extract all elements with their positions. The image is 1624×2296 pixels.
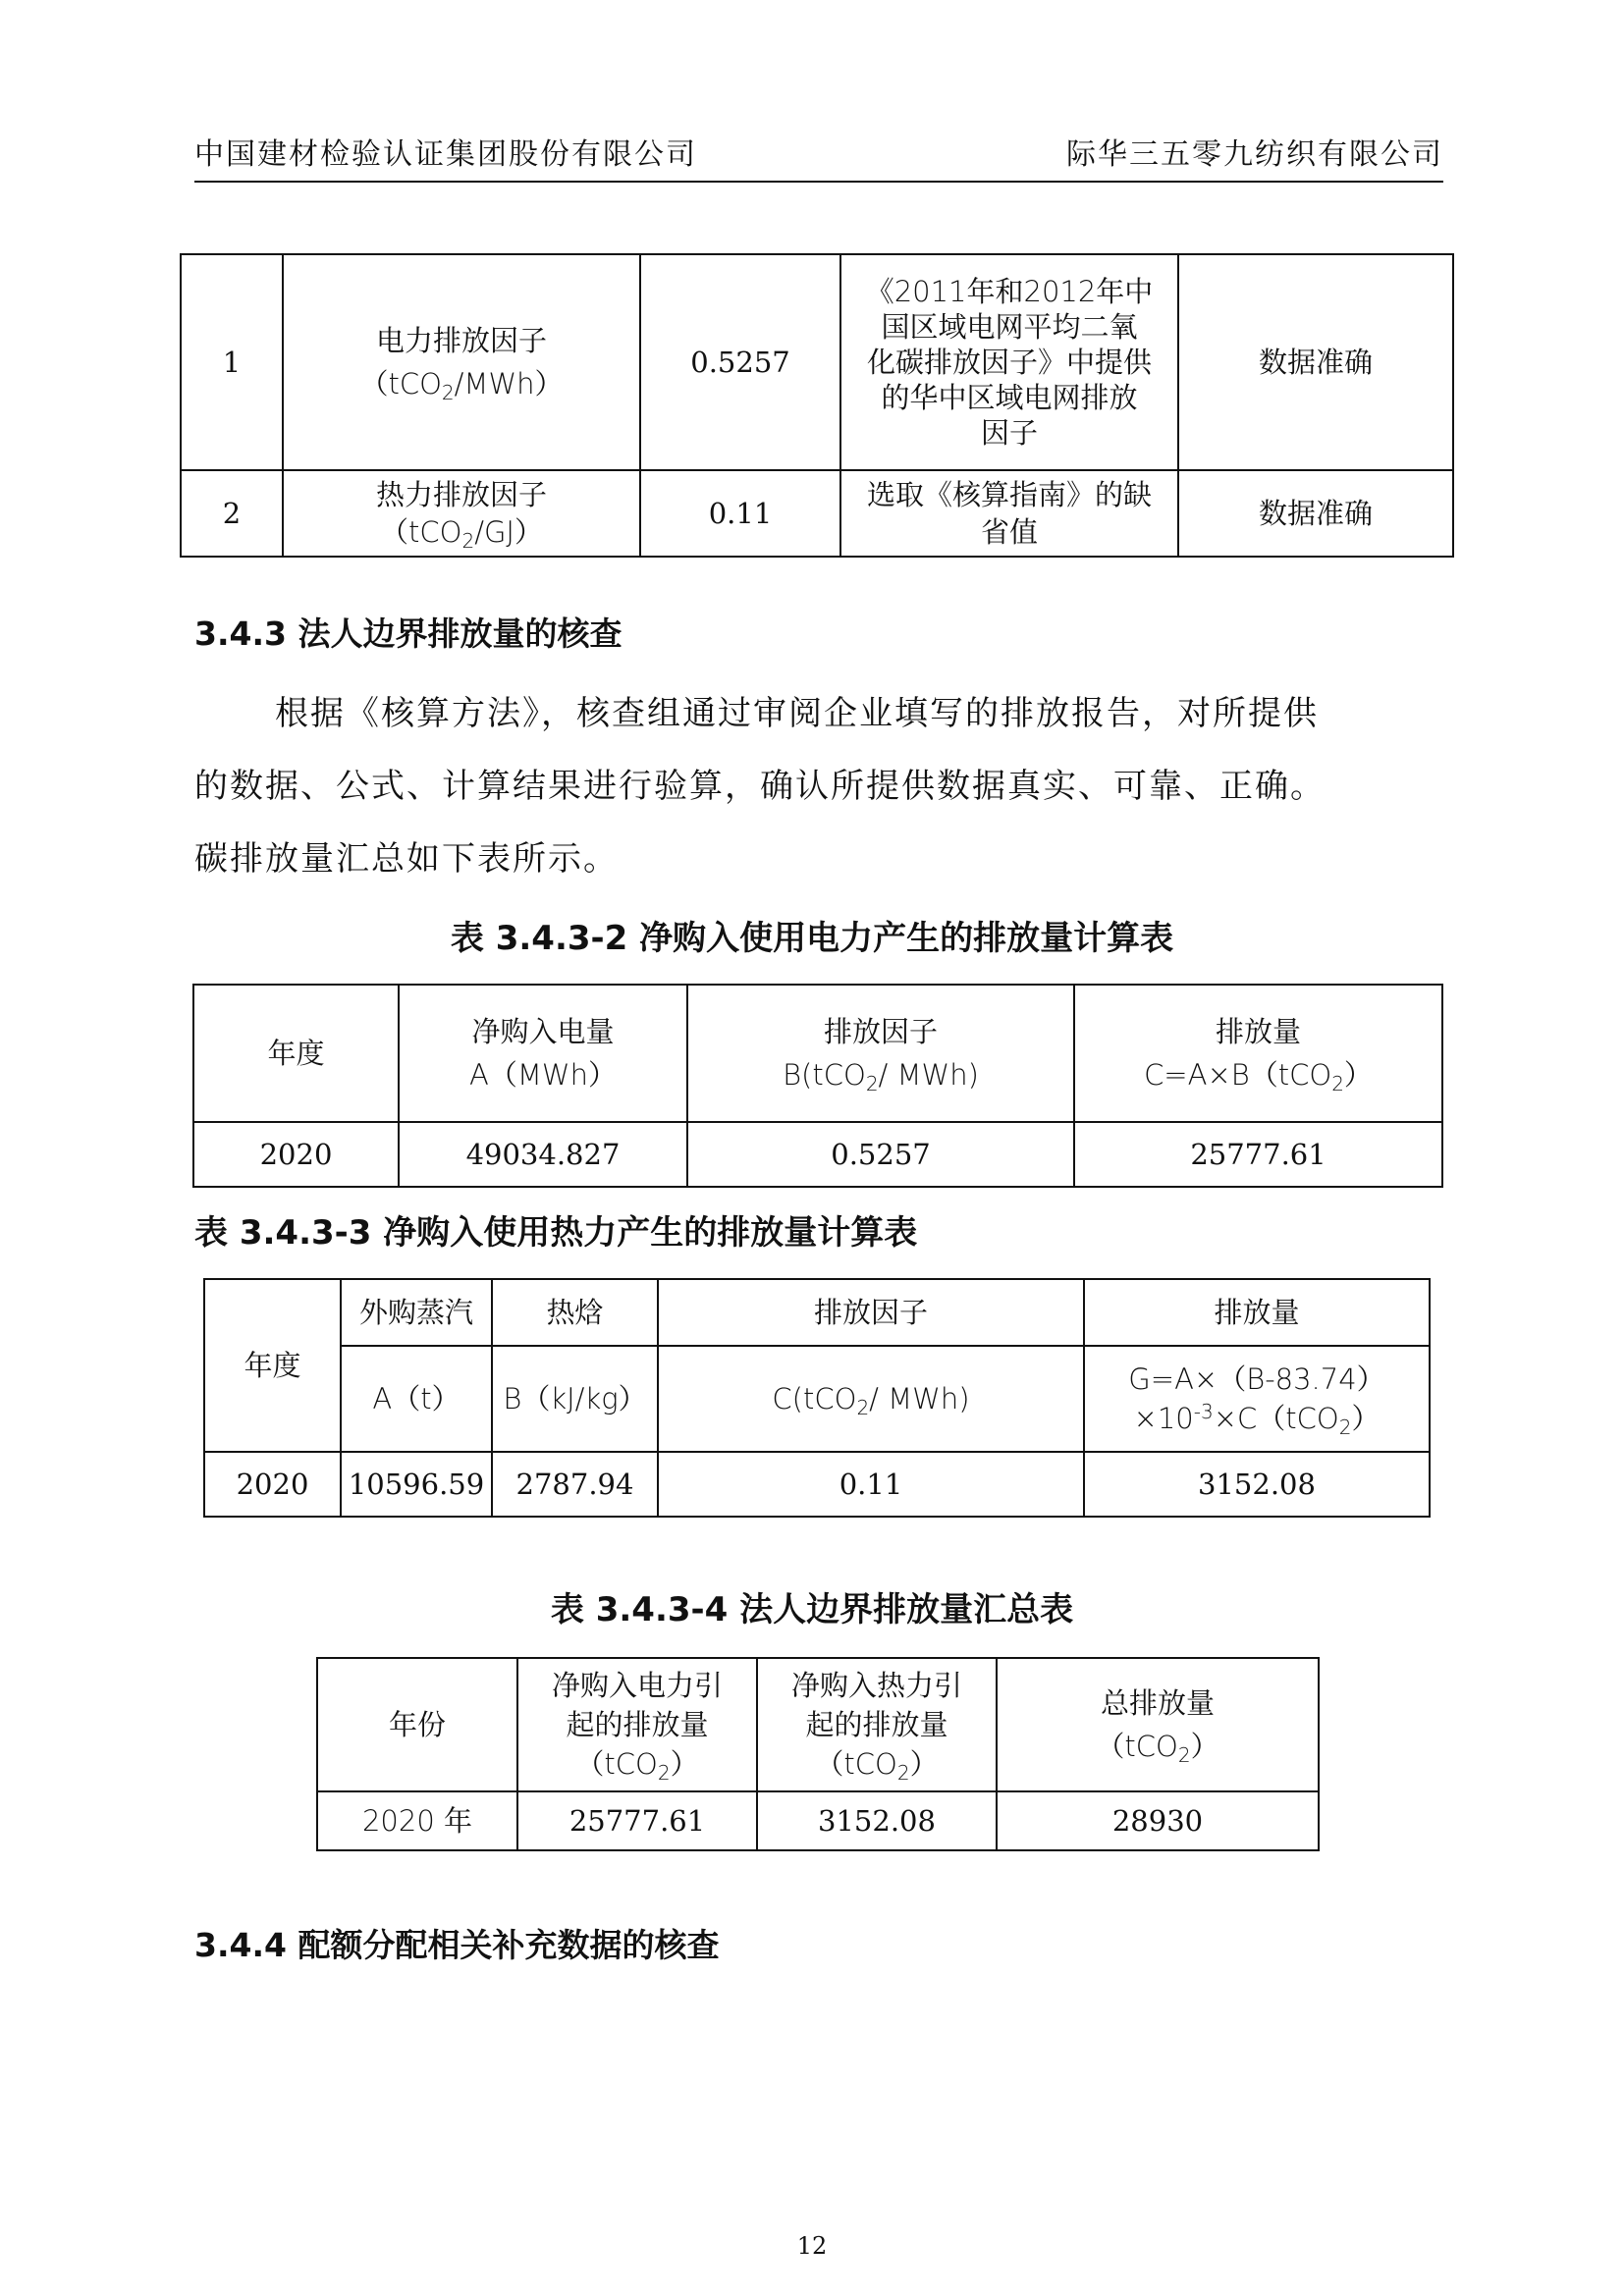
header-emission-formula: G=A×（B-83.74） $\times 10^{-3}\times C(tCO_2)$ [1084,1346,1430,1452]
factor-source: 选取《核算指南》的缺 省值 [840,470,1178,557]
table-header-row [204,1279,1430,1346]
section-heading-3-4-4: 3.4.4 配额分配相关补充数据的核查 [194,1926,720,1964]
header-enthalpy: 热焓 [492,1279,658,1346]
table-row [181,470,1453,557]
factor-name-cell [283,470,640,557]
cell-emission-factor: 0.11 [658,1452,1084,1517]
section-paragraph: 根据《核算方法》，核查组通过审阅企业填写的排放报告，对所提供 的数据、公式、计算结果进行验算，确认所提供数据真实、可靠、正确。 碳排放量汇总如下表所示。 [194,694,1326,879]
cell-enthalpy: 2787.94 [492,1452,658,1517]
header-factor-unit: C(tCO$_2$/ MWh) [658,1346,1084,1452]
factor-name: 电力排放因子 [375,324,547,357]
table-caption: 表 3.4.3-2 净购入使用电力产生的排放量计算表 [450,919,1174,958]
cell-emission-factor: 0.5257 [687,1122,1074,1187]
table-row [317,1791,1319,1850]
cell-total-emission: 28930 [997,1791,1319,1850]
cell-year: 2020 年 [317,1791,517,1850]
cell-electricity-emission: 25777.61 [517,1791,757,1850]
header-emission-factor: 排放因子 B(tCO$_2$/ MWh) [687,985,1074,1122]
cell-year: 2020 [204,1452,341,1517]
table-header-row [204,1346,1430,1452]
cell-emission: 25777.61 [1074,1122,1442,1187]
page-header [194,130,1443,183]
factor-value: 0.5257 [640,254,840,470]
factor-name-cell [283,254,640,470]
cell-heat-emission: 3152.08 [757,1791,997,1850]
table-row [204,1452,1430,1517]
header-electricity-emission: 净购入电力引 起的排放量 （tCO$_2$） [517,1658,757,1791]
header-year: 年份 [317,1658,517,1791]
header-total-emission: 总排放量 （tCO$_2$） [997,1658,1319,1791]
header-emission: 排放量 [1084,1279,1430,1346]
header-right-org: 际华三五零九纺织有限公司 [1066,137,1443,172]
table-caption: 表 3.4.3-4 法人边界排放量汇总表 [550,1590,1074,1629]
header-emission-factor: 排放因子 [658,1279,1084,1346]
header-heat-emission: 净购入热力引 起的排放量 （tCO$_2$） [757,1658,997,1791]
cell-year: 2020 [193,1122,399,1187]
header-emission: 排放量 C=A×B（tCO$_2$） [1074,985,1442,1122]
table-row [193,1122,1442,1187]
cell-net-purchase: 49034.827 [399,1122,687,1187]
emission-factor-table [180,253,1454,558]
section-heading-3-4-3: 3.4.3 法人边界排放量的核查 [194,614,623,653]
cell-emission: 3152.08 [1084,1452,1430,1517]
cell-steam: 10596.59 [341,1452,492,1517]
factor-source: 《2011年和2012年中 国区域电网平均二氧 化碳排放因子》中提供 的华中区域电网排放 因子 [840,254,1178,470]
table-caption: 表 3.4.3-3 净购入使用热力产生的排放量计算表 [194,1213,918,1253]
header-steam: 外购蒸汽 [341,1279,492,1346]
header-enthalpy-unit: B（kJ/kg） [492,1346,658,1452]
factor-value: 0.11 [640,470,840,557]
factor-unit: （tCO$_2$/MWh） [359,367,564,404]
header-steam-unit: A（t） [341,1346,492,1452]
table-header-row [193,985,1442,1122]
header-year: 年度 [204,1279,341,1452]
emission-summary-table [316,1657,1320,1851]
header-year: 年度 [193,985,399,1122]
header-left-org: 中国建材检验认证集团股份有限公司 [194,137,697,172]
factor-name: 热力排放因子 [375,478,547,511]
table-row [181,254,1453,470]
row-number: 2 [181,470,283,557]
factor-conclusion: 数据准确 [1178,254,1453,470]
table-header-row [317,1658,1319,1791]
electricity-emission-table [192,984,1443,1188]
heat-emission-table [203,1278,1431,1518]
factor-unit: （tCO$_2$/GJ） [380,515,543,553]
header-net-purchase: 净购入电量 A（MWh） [399,985,687,1122]
page-number: 12 [796,2232,828,2260]
factor-conclusion: 数据准确 [1178,470,1453,557]
row-number: 1 [181,254,283,470]
